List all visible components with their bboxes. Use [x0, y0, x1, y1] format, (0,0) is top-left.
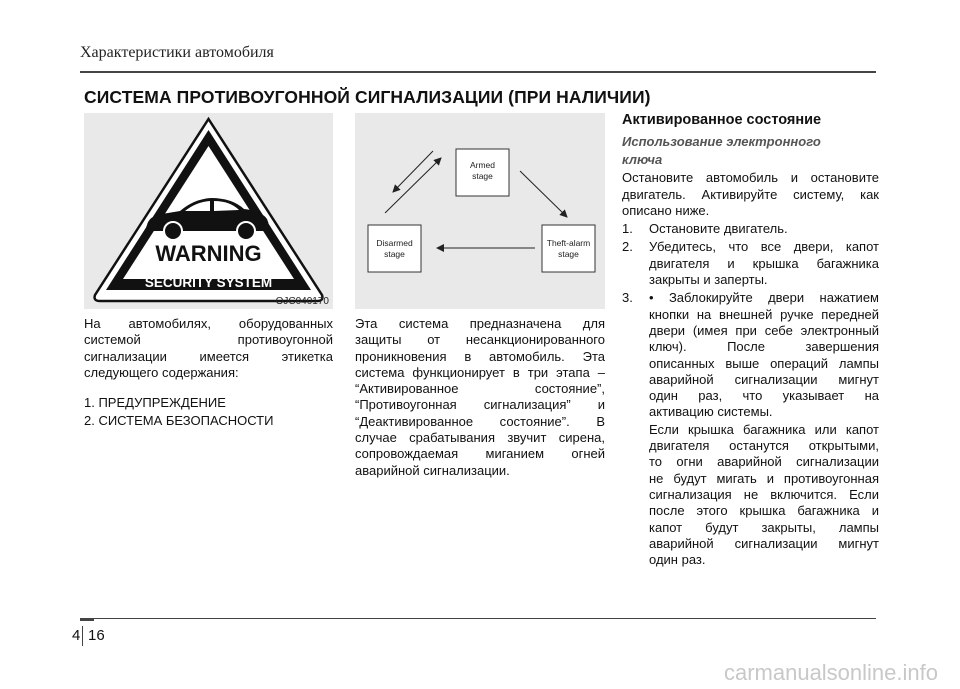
image-caption: OJC040170: [275, 296, 329, 307]
page-number: 16: [88, 627, 105, 644]
header-rule: [80, 71, 876, 73]
text-line: описано ниже.: [622, 202, 710, 218]
step-number: 1.: [622, 221, 633, 237]
text-line: Если крышка багажника или капот: [649, 421, 879, 437]
text-line: системой противоугонной: [84, 332, 333, 348]
text-line: “Противоугонная сигнализация” и: [355, 397, 605, 413]
text-line: двигатель. Активируйте систему, как: [622, 186, 879, 202]
text-line: не будут мигать и противоугонная: [649, 470, 879, 486]
text-line: то огни аварийной сигнализации: [649, 454, 879, 470]
text-line: следующего содержания:: [84, 364, 239, 380]
arrow-icon: [520, 171, 567, 217]
warning-text: WARNING: [155, 241, 262, 266]
text-line: Остановите двигатель.: [649, 221, 788, 237]
text-line: аварийной сигнализации мигнут: [649, 535, 879, 551]
text-line: “Деактивированное состояние”. В: [355, 413, 605, 429]
text-line: капот будут закрыты, лампы: [649, 519, 879, 535]
text-line: сигнализация не включится. Если: [649, 486, 879, 502]
list-item: 2. СИСТЕМА БЕЗОПАСНОСТИ: [84, 413, 274, 429]
text-line: двигателя останутся открытыми,: [649, 438, 879, 454]
step-number: 2.: [622, 239, 633, 255]
list-item: 1. ПРЕДУПРЕЖДЕНИЕ: [84, 395, 226, 411]
text-line: защиты от несанкционированного: [355, 332, 605, 348]
text-line: описанных выше операций лампы: [649, 355, 879, 371]
text-line: сигнализации имеется этикетка: [84, 348, 333, 364]
text-line: Эта система предназначена для: [355, 316, 605, 331]
page-number-separator: [82, 626, 83, 646]
column-1-text: [84, 316, 333, 430]
step-number: 3.: [622, 290, 633, 306]
armed-label-2: stage: [472, 171, 493, 181]
disarmed-label-1: Disarmed: [376, 238, 413, 248]
text-line: один раз, что указывает на: [649, 388, 879, 404]
text-line: активацию системы.: [649, 404, 773, 420]
stage-diagram: [355, 113, 605, 309]
text-line: двигателя и крышка багажника: [649, 255, 879, 271]
footer-tick: [80, 618, 94, 621]
armed-label-1: Armed: [469, 160, 496, 170]
text-line: сопровождаемая миганием огней: [355, 446, 605, 462]
text-line: • Заблокируйте двери нажатием: [649, 290, 879, 306]
watermark: carmanualsonline.info: [723, 660, 938, 685]
step-2: [622, 239, 879, 288]
chapter-number: 4: [72, 627, 81, 644]
text-line: На автомобилях, оборудованных: [84, 316, 333, 331]
subsection-subheading-1: Использование электронного: [622, 134, 821, 150]
text-line: кнопки на внешней ручке передней: [649, 306, 879, 322]
text-line: после этого крышка багажника и: [649, 503, 879, 519]
security-system-text: SECURITY SYSTEM: [144, 275, 273, 290]
footer-rule: [80, 618, 876, 619]
text-line: Остановите автомобиль и остановите: [622, 170, 879, 186]
text-line: один раз.: [649, 552, 706, 568]
disarmed-label-2: stage: [384, 249, 405, 259]
text-line: аварийной сигнализации.: [355, 462, 510, 478]
warning-triangle-icon: [84, 113, 333, 309]
text-line: Убедитесь, что все двери, капот: [649, 239, 879, 255]
text-line: “Активированное состояние”,: [355, 381, 605, 397]
text-line: ключ). После завершения: [649, 339, 879, 355]
text-line: закрыты и заперты.: [649, 272, 768, 288]
section-title: СИСТЕМА ПРОТИВОУГОННОЙ СИГНАЛИЗАЦИИ (ПРИ НАЛИЧИИ): [84, 87, 651, 107]
column-3-text: [622, 112, 879, 568]
theft-label-1: Theft-alarm: [546, 238, 591, 248]
header-title: Характеристики автомобиля: [80, 44, 274, 61]
text-line: аварийной сигнализации мигнут: [649, 371, 879, 387]
arrow-icon: [385, 158, 441, 213]
theft-label-2: stage: [558, 249, 579, 259]
subsection-subheading-2: ключа: [622, 151, 663, 167]
step-1: [622, 221, 879, 237]
warning-label-image: [84, 113, 333, 309]
text-line: проникновения в автомобиль. Эта: [355, 348, 605, 364]
subsection-heading: Активированное состояние: [622, 112, 822, 128]
text-line: двери (имея при себе электронный: [649, 322, 879, 338]
text-line: система функционирует в три этапа –: [355, 364, 605, 380]
theft-alarm-stage-box: [542, 225, 595, 272]
armed-stage-box: [456, 149, 509, 196]
column-2-text: [355, 316, 605, 479]
disarmed-stage-box: [368, 225, 421, 272]
step-3: [622, 290, 879, 568]
text-line: случае срабатывания звучит сирена,: [355, 430, 605, 446]
